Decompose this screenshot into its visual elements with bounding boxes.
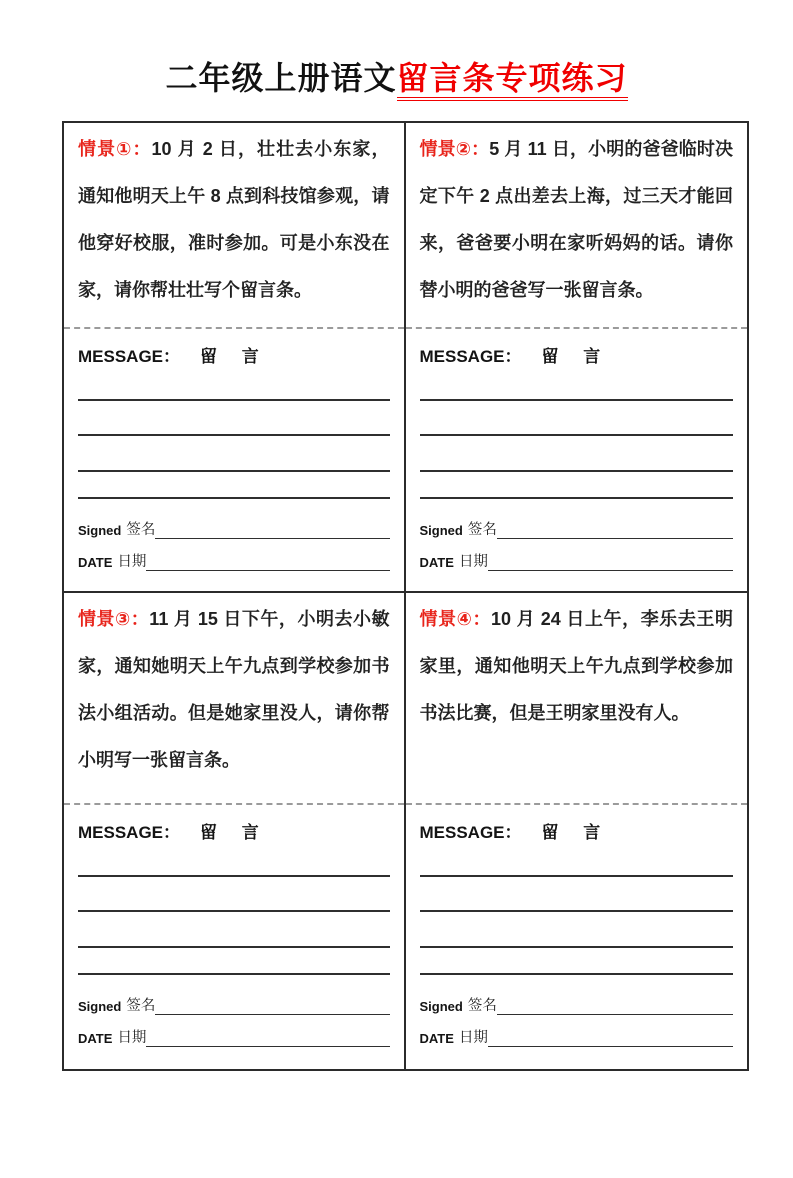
blank-writing-line	[78, 401, 390, 436]
practice-card-3	[64, 593, 406, 1069]
message-label	[78, 329, 390, 370]
date-row	[420, 1024, 734, 1047]
blank-writing-line	[420, 912, 734, 948]
signed-row	[78, 992, 390, 1015]
blank-writing-line	[420, 401, 734, 436]
signed-blank-line	[155, 992, 389, 1015]
scenario-label: 情景①：	[78, 139, 152, 159]
signed-row	[420, 992, 734, 1015]
message-label-en: MESSAGE：	[78, 347, 181, 366]
scenario-body: 11 月 15 日下午，小明去小敏家，通知她明天上午九点到学校参加书法小组活动。但是她家里没人，请你帮小明写一张留言条。	[78, 609, 390, 770]
signed-label-zh: 签名	[467, 522, 497, 538]
signed-label-zh: 签名	[126, 998, 156, 1014]
blank-writing-line	[420, 370, 734, 401]
blank-writing-line	[78, 846, 390, 877]
message-label-zh: 留 言	[200, 347, 269, 366]
signed-label-zh: 签名	[467, 998, 497, 1014]
practice-card-1	[64, 123, 406, 593]
date-label-zh: 日期	[458, 1030, 488, 1046]
scenario-label: 情景②：	[419, 139, 490, 159]
date-row	[78, 1024, 390, 1047]
blank-writing-line	[78, 912, 390, 948]
blank-writing-line	[78, 472, 390, 499]
scenario-section	[64, 123, 404, 329]
message-label-zh: 留 言	[541, 347, 611, 366]
date-label-en: DATE	[78, 555, 113, 570]
signed-label-en: Signed	[78, 523, 122, 538]
page-title	[0, 56, 793, 100]
blank-writing-line	[420, 948, 734, 975]
message-label	[420, 329, 734, 370]
message-label-en: MESSAGE：	[419, 347, 522, 366]
message-label-en: MESSAGE：	[419, 823, 522, 842]
date-label-en: DATE	[78, 1031, 113, 1046]
blank-writing-line	[78, 948, 390, 975]
title-text-black: 二年级上册语文	[165, 60, 397, 96]
signed-label-en: Signed	[419, 523, 463, 538]
signed-row	[420, 516, 734, 539]
scenario-label: 情景④：	[419, 609, 492, 629]
blank-writing-line	[78, 877, 390, 912]
practice-card-2	[406, 123, 748, 593]
signed-row	[78, 516, 390, 539]
scenario-text	[420, 126, 734, 314]
scenario-section	[64, 593, 404, 805]
message-label	[420, 805, 734, 846]
date-row	[420, 548, 734, 571]
practice-card-4	[406, 593, 748, 1069]
date-blank-line	[146, 548, 389, 571]
date-blank-line	[488, 1024, 733, 1047]
signed-label-en: Signed	[78, 999, 122, 1014]
scenario-section	[406, 123, 748, 329]
scenario-text	[78, 126, 390, 314]
blank-writing-line	[420, 436, 734, 472]
date-label-en: DATE	[419, 1031, 454, 1046]
signed-label-zh: 签名	[126, 522, 156, 538]
worksheet-table	[62, 121, 749, 1071]
scenario-body: 10 月 2 日，壮壮去小东家，通知他明天上午 8 点到科技馆参观，请他穿好校服，准时参加。可是小东没在家，请你帮壮壮写个留言条。	[78, 139, 390, 300]
signed-blank-line	[497, 516, 733, 539]
date-label-zh: 日期	[458, 554, 488, 570]
signed-label-en: Signed	[419, 999, 463, 1014]
message-label-zh: 留 言	[200, 823, 269, 842]
message-label-zh: 留 言	[541, 823, 611, 842]
message-label	[78, 805, 390, 846]
signed-blank-line	[155, 516, 389, 539]
date-label-en: DATE	[419, 555, 454, 570]
scenario-body: 10 月 24 日上午，李乐去王明家里，通知他明天上午九点到学校参加书法比赛，但是王明家里没有人。	[419, 609, 733, 723]
date-blank-line	[146, 1024, 389, 1047]
date-blank-line	[488, 548, 733, 571]
date-row	[78, 548, 390, 571]
scenario-text	[420, 596, 734, 737]
scenario-body: 5 月 11 日，小明的爸爸临时决定下午 2 点出差去上海，过三天才能回来，爸爸要小明在家听妈妈的话。请你替小明的爸爸写一张留言条。	[419, 139, 733, 300]
blank-writing-line	[420, 877, 734, 912]
blank-writing-line	[78, 436, 390, 472]
title-text-red-underlined: 留言条专项练习	[397, 60, 628, 101]
blank-writing-line	[420, 846, 734, 877]
date-label-zh: 日期	[117, 554, 147, 570]
scenario-text	[78, 596, 390, 784]
message-label-en: MESSAGE：	[78, 823, 181, 842]
scenario-label: 情景③：	[78, 609, 150, 629]
blank-writing-line	[78, 370, 390, 401]
signed-blank-line	[497, 992, 733, 1015]
scenario-section	[406, 593, 748, 805]
date-label-zh: 日期	[117, 1030, 147, 1046]
blank-writing-line	[420, 472, 734, 499]
